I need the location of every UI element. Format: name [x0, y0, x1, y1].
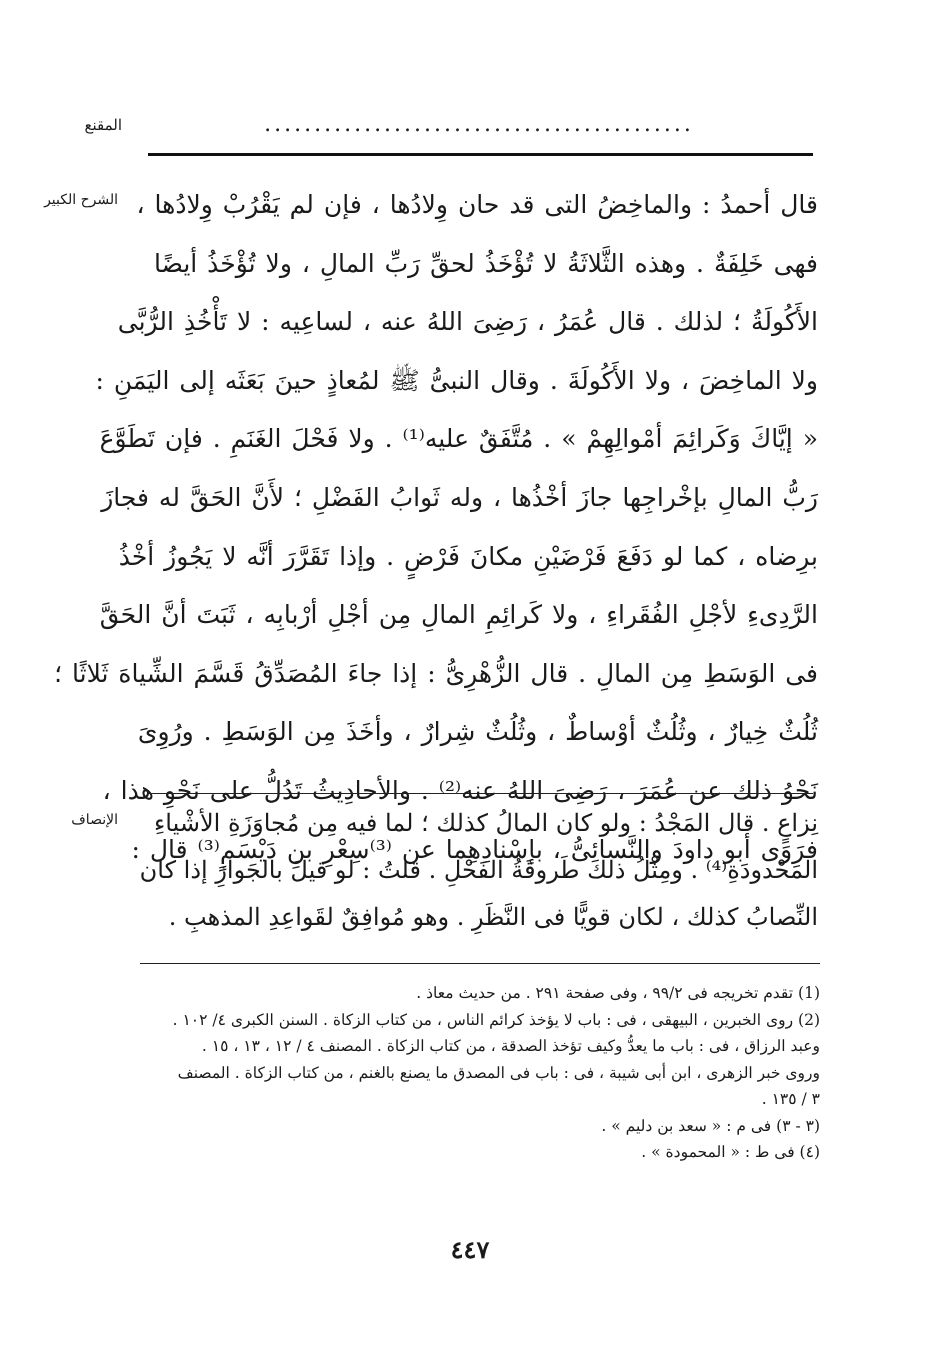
text-line: « إيَّاكَ وَكَرائِمَ أمْوالِهِمْ » . مُتَّفَقٌ عليه⁽¹⁾ . ولا فَحْلَ الغَنَمِ . فإن تَطَوَّعَ — [99, 424, 818, 454]
side-label-sharh: الشرح الكبير — [44, 192, 118, 208]
running-title: المقنع — [84, 116, 122, 134]
text-line: ولا الماخِضَ ، ولا الأَكُولَةَ . وقال النبىُّ ﷺ لمُعاذٍ حينَ بَعَثَه إلى اليَمَنِ : — [95, 365, 818, 395]
text-line: رَبُّ المالِ بإخْراجِها جازَ أخْذُها ، وله ثَوابُ الفَضْلِ ؛ لأَنَّ الحَقَّ له فجازَ — [101, 482, 818, 512]
footnote-line: ٣ / ١٣٥ . — [761, 1090, 820, 1108]
text-line: نِزاعٍ . قال المَجْدُ : ولو كان المالُ كذلك ؛ لما فيه مِن مُجاوَزَةِ الأشْياءِ — [154, 809, 818, 837]
header-dot-leader: ........................................... — [264, 112, 694, 137]
footnote-line: (1) تقدم تخريجه فى ٩٩/٢ ، وفى صفحة ٢٩١ . من حديث معاذ . — [416, 984, 820, 1002]
footnote-line: (2) روى الخبرين ، البيهقى ، فى : باب لا يؤخذ كرائم الناس ، من كتاب الزكاة . السنن الكبرى ٤/ ١٠٢ . — [172, 1010, 820, 1029]
page-number: ٤٤٧ — [450, 1235, 490, 1264]
text-line: فهى خَلِفَةٌ . وهذه الثَّلاثَةُ لا تُؤْخَذُ لحقِّ رَبِّ المالِ ، ولا تُؤْخَذُ أيضًا — [154, 248, 818, 278]
insaf-text — [131, 800, 818, 941]
header-rule — [148, 153, 813, 156]
footnote-line: (٤) فى ط : « المحمودة » . — [641, 1143, 820, 1161]
section-divider — [148, 793, 813, 794]
text-line: الأَكُولَةُ ؛ لذلك . قال عُمَرُ ، رَضِىَ اللهُ عنه ، لساعِيه : لا تَأْخُذِ الرُّبَّى — [117, 307, 818, 337]
text-line: ثُلُثٌ خِيارٌ ، وثُلُثٌ أوْساطٌ ، وثُلُثٌ شِرارٌ ، وأخَذَ مِن الوَسَطِ . ورُوِىَ — [137, 717, 818, 747]
text-line: برِضاه ، كما لو دَفَعَ فَرْضَيْنِ مكانَ فَرْضٍ . وإذا تَقَرَّرَ أنَّه لا يَجُوزُ أخْذُ — [118, 541, 818, 571]
text-line: فى الوَسَطِ مِن المالِ . قال الزُّهْرِىُّ : إذا جاءَ المُصَدِّقُ قَسَّمَ الشِّياهَ ثَلاثًا ؛ — [54, 658, 818, 688]
text-line: نَحْوُ ذلك عن عُمَرَ ، رَضِىَ اللهُ عنه⁽²⁾ . والأحادِيثُ تَدُلُّ على نَحْوِ هذا ، — [102, 775, 818, 805]
text-line: الرَّدِىءِ لأجْلِ الفُقَراءِ ، ولا كَرائِمِ المالِ مِن أجْلِ أرْبابِه ، ثَبَتَ أنَّ الحَقَّ — [99, 600, 818, 630]
text-line: النِّصابُ كذلك ، لكان قويًّا فى النَّظَرِ . وهو مُوافِقٌ لقَواعِدِ المذهبِ . — [168, 903, 818, 931]
footnote-line: (٣ - ٣) فى م : « سعد بن دليم » . — [601, 1116, 820, 1135]
footnote-line: وعبد الرزاق ، فى : باب ما يعدُّ وكيف تؤخذ الصدقة ، من كتاب الزكاة . المصنف ٤ / ١٢ ، ١٣ ، ١٥ . — [201, 1037, 820, 1055]
footnotes — [130, 980, 820, 1166]
footnote-line: وروى خبر الزهرى ، ابن أبى شيبة ، فى : باب فى المصدق ما يصنع بالغنم ، من كتاب الزكاة . المصنف — [177, 1063, 820, 1082]
footnote-divider — [140, 963, 820, 964]
text-line: قال أحمدُ : والماخِضُ التى قد حان وِلادُها ، فإن لم يَقْرُبْ وِلادُها ، — [136, 190, 818, 219]
side-label-insaf: الإنصاف — [71, 812, 118, 828]
text-line: فرَوَى أبو داودَ والنَّسائِىُّ ، بإسْنادِهِما عن ⁽³⁾سِعْرِ بنِ دَيْسَمٍ⁽³⁾ قال : — [131, 834, 818, 864]
text-line: المَحْدودَةِ⁽⁴⁾ . ومِثْلُ ذلك طَروقَةُ الفَحْلِ . قلتُ : لو قيلَ بالجَوازِ إذا كان — [139, 856, 818, 884]
